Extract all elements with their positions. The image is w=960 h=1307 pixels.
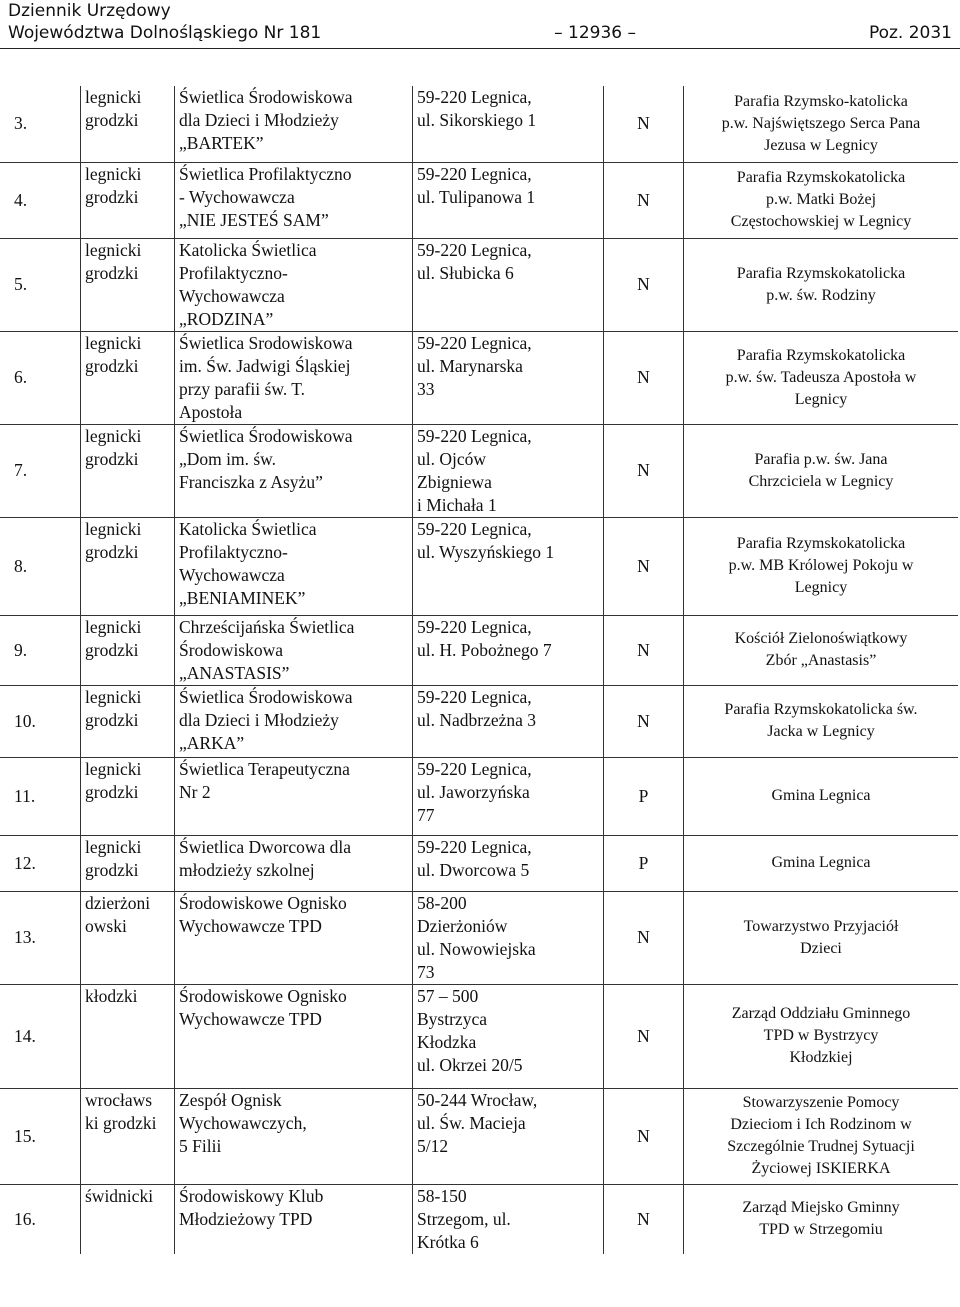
county-cell: dzierżoni owski: [81, 891, 175, 984]
row-number: 3.: [14, 113, 28, 134]
institution-name-cell: Zespół Ognisk Wychowawczych, 5 Filii: [175, 1088, 413, 1184]
institution-name-cell: Środowiskowe Ognisko Wychowawcze TPD: [175, 984, 413, 1088]
county-cell: legnicki grodzki: [81, 517, 175, 615]
address-cell: 58-150 Strzegom, ul. Krótka 6: [413, 1184, 604, 1254]
address-cell: 59-220 Legnica, ul. Nadbrzeżna 3: [413, 685, 604, 757]
owner-cell: Zarząd Miejsko Gminny TPD w Strzegomiu: [684, 1184, 959, 1254]
owner-cell: Gmina Legnica: [684, 835, 959, 891]
row-number: 9.: [0, 615, 81, 685]
address-cell: 59-220 Legnica, ul. Tulipanowa 1: [413, 162, 604, 238]
county-cell: legnicki grodzki: [81, 162, 175, 238]
institution-name-cell: Świetlica Terapeutyczna Nr 2: [175, 757, 413, 835]
type-cell: N: [604, 162, 684, 238]
type-cell: P: [604, 835, 684, 891]
institution-name-cell: Świetlica Środowiskowa dla Dzieci i Młodzieży „BARTEK”: [175, 86, 413, 162]
type-cell: N: [604, 615, 684, 685]
table-row: [0, 331, 958, 424]
row-number: 16.: [0, 1184, 81, 1254]
row-number: 14.: [0, 984, 81, 1088]
table-row: [0, 835, 958, 891]
address-cell: 50-244 Wrocław, ul. Św. Macieja 5/12: [413, 1088, 604, 1184]
address-cell: 59-220 Legnica, ul. Sikorskiego 1: [413, 86, 604, 162]
county-cell: legnicki grodzki: [81, 331, 175, 424]
owner-cell: Parafia Rzymskokatolicka p.w. Matki Bożej Częstochowskiej w Legnicy: [684, 162, 959, 238]
owner-cell: Zarząd Oddziału Gminnego TPD w Bystrzycy Kłodzkiej: [684, 984, 959, 1088]
institution-name-cell: Świetlica Środowiskowa „Dom im. św. Franciszka z Asyżu”: [175, 424, 413, 517]
type-cell: N: [604, 685, 684, 757]
type-cell: N: [604, 984, 684, 1088]
type-cell: N: [604, 1184, 684, 1254]
address-cell: 59-220 Legnica, ul. Wyszyńskiego 1: [413, 517, 604, 615]
owner-cell: Parafia Rzymsko-katolicka p.w. Najświętszego Serca Pana Jezusa w Legnicy: [684, 86, 959, 162]
table-row: [0, 517, 958, 615]
type-cell: N: [604, 86, 684, 162]
institution-name-cell: Środowiskowy Klub Młodzieżowy TPD: [175, 1184, 413, 1254]
address-cell: 59-220 Legnica, ul. Słubicka 6: [413, 238, 604, 331]
row-number: 8.: [0, 517, 81, 615]
county-cell: świdnicki: [81, 1184, 175, 1254]
table-row: [0, 1184, 958, 1254]
journal-issue: Województwa Dolnośląskiego Nr 181: [8, 23, 322, 43]
table-row: [0, 86, 958, 162]
row-number: 11.: [0, 757, 81, 835]
county-cell: legnicki grodzki: [81, 424, 175, 517]
page-number: – 12936 –: [554, 23, 637, 43]
table-row: [0, 757, 958, 835]
owner-cell: Stowarzyszenie Pomocy Dzieciom i Ich Rodzinom w Szczególnie Trudnej Sytuacji Życiowej ISKIERKA: [684, 1088, 959, 1184]
type-cell: N: [604, 238, 684, 331]
institution-name-cell: Katolicka Świetlica Profilaktyczno- Wychowawcza „RODZINA”: [175, 238, 413, 331]
journal-subtitle-line: [8, 22, 952, 44]
owner-cell: Parafia p.w. św. Jana Chrzciciela w Legnicy: [684, 424, 959, 517]
row-number: 13.: [0, 891, 81, 984]
owner-cell: Parafia Rzymskokatolicka p.w. św. Rodziny: [684, 238, 959, 331]
type-cell: N: [604, 424, 684, 517]
county-cell: legnicki grodzki: [81, 86, 175, 162]
institution-name-cell: Świetlica Dworcowa dla młodzieży szkolnej: [175, 835, 413, 891]
institution-name-cell: Świetlica Środowiskowa dla Dzieci i Młodzieży „ARKA”: [175, 685, 413, 757]
journal-title: Dziennik Urzędowy: [8, 1, 171, 21]
type-cell: N: [604, 517, 684, 615]
address-cell: 57 – 500 Bystrzyca Kłodzka ul. Okrzei 20/5: [413, 984, 604, 1088]
table-body: [0, 86, 958, 1254]
table-row: [0, 1088, 958, 1184]
row-number: 5.: [0, 238, 81, 331]
owner-cell: Parafia Rzymskokatolicka św. Jacka w Legnicy: [684, 685, 959, 757]
type-cell: P: [604, 757, 684, 835]
county-cell: wrocławs ki grodzki: [81, 1088, 175, 1184]
table-row: [0, 984, 958, 1088]
address-cell: 58-200 Dzierżoniów ul. Nowowiejska 73: [413, 891, 604, 984]
table-row: [0, 615, 958, 685]
institution-name-cell: Katolicka Świetlica Profilaktyczno- Wychowawcza „BENIAMINEK”: [175, 517, 413, 615]
row-number: 4.: [0, 162, 81, 238]
table-row: [0, 891, 958, 984]
address-cell: 59-220 Legnica, ul. H. Pobożnego 7: [413, 615, 604, 685]
county-cell: legnicki grodzki: [81, 757, 175, 835]
address-cell: 59-220 Legnica, ul. Jaworzyńska 77: [413, 757, 604, 835]
county-cell: legnicki grodzki: [81, 238, 175, 331]
table-row: [0, 162, 958, 238]
table-row: [0, 685, 958, 757]
institution-name-cell: Środowiskowe Ognisko Wychowawcze TPD: [175, 891, 413, 984]
header-rule: [0, 48, 960, 49]
owner-cell: Kościół Zielonoświątkowy Zbór „Anastasis”: [684, 615, 959, 685]
row-number: 12.: [0, 835, 81, 891]
institution-name-cell: Chrześcijańska Świetlica Środowiskowa „ANASTASIS”: [175, 615, 413, 685]
row-number: 15.: [0, 1088, 81, 1184]
owner-cell: Gmina Legnica: [684, 757, 959, 835]
table-row: [0, 238, 958, 331]
address-cell: 59-220 Legnica, ul. Marynarska 33: [413, 331, 604, 424]
type-cell: N: [604, 891, 684, 984]
owner-cell: Parafia Rzymskokatolicka p.w. MB Królowej Pokoju w Legnicy: [684, 517, 959, 615]
row-number: 7.: [0, 424, 81, 517]
row-number: 10.: [0, 685, 81, 757]
address-cell: 59-220 Legnica, ul. Dworcowa 5: [413, 835, 604, 891]
type-cell: N: [604, 331, 684, 424]
owner-cell: Parafia Rzymskokatolicka p.w. św. Tadeusza Apostoła w Legnicy: [684, 331, 959, 424]
county-cell: legnicki grodzki: [81, 685, 175, 757]
institution-name-cell: Świetlica Profilaktyczno - Wychowawcza „NIE JESTEŚ SAM”: [175, 162, 413, 238]
position-number: Poz. 2031: [868, 23, 952, 43]
row-number: 6.: [0, 331, 81, 424]
type-cell: N: [604, 1088, 684, 1184]
address-cell: 59-220 Legnica, ul. Ojców Zbigniewa i Michała 1: [413, 424, 604, 517]
page-header: [8, 0, 952, 44]
table-row: [0, 424, 958, 517]
county-cell: legnicki grodzki: [81, 615, 175, 685]
institution-name-cell: Świetlica Srodowiskowa im. Św. Jadwigi Śląskiej przy parafii św. T. Apostoła: [175, 331, 413, 424]
county-cell: legnicki grodzki: [81, 835, 175, 891]
owner-cell: Towarzystwo Przyjaciół Dzieci: [684, 891, 959, 984]
institutions-table: [0, 86, 958, 1254]
county-cell: kłodzki: [81, 984, 175, 1088]
